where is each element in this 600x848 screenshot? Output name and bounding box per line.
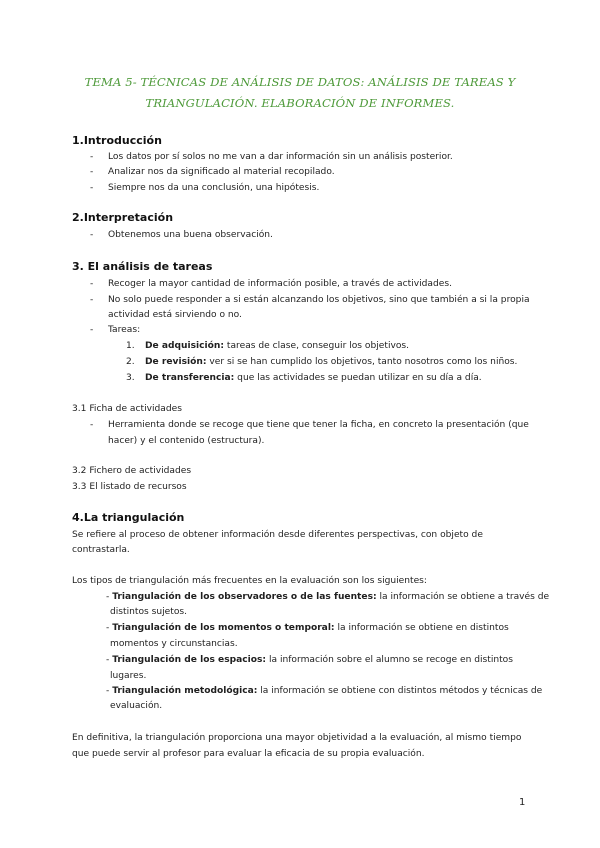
bullet-dash: - (90, 183, 94, 193)
heading-analisis-tareas: 3. El análisis de tareas (72, 260, 213, 273)
type-label: Triangulación metodológica: (112, 686, 258, 696)
type-text: la información sobre el alumno se recoge en distintos (266, 655, 513, 665)
task-text: que las actividades se puedan utilizar en su día a día. (234, 373, 482, 383)
paragraph-line: que puede servir al profesor para evaluar la eficacia de su propia evaluación. (72, 749, 425, 759)
paragraph-line: contrastarla. (72, 545, 130, 555)
type-label: Triangulación de los observadores o de las fuentes: (112, 592, 377, 602)
title-line-1: TEMA 5- TÉCNICAS DE ANÁLISIS DE DATOS: ANÁLISIS DE TAREAS Y (84, 75, 516, 89)
list-item: Obtenemos una buena observación. (108, 230, 273, 240)
triangulation-type-continuation: distintos sujetos. (110, 607, 188, 617)
task-text: ver si se han cumplido los objetivos, tanto nosotros como los niños. (206, 357, 518, 367)
triangulation-type: - Triangulación de los observadores o de las fuentes: la información se obtiene a través de (106, 592, 550, 602)
triangulation-type-continuation: lugares. (110, 671, 147, 681)
heading-introduccion: 1.Introducción (72, 134, 162, 147)
triangulation-type-continuation: evaluación. (110, 701, 163, 711)
list-item-continuation: hacer) y el contenido (estructura). (108, 436, 265, 446)
type-label: Triangulación de los momentos o temporal: (112, 623, 335, 633)
list-item: Analizar nos da significado al material recopilado. (108, 167, 335, 177)
bullet-dash: - (90, 167, 94, 177)
list-item: No solo puede responder a si están alcanzando los objetivos, sino que también a si la propia (108, 295, 530, 305)
type-text: la información se obtiene a través de (376, 592, 550, 602)
list-item-continuation: actividad está sirviendo o no. (108, 310, 242, 320)
task-label: De revisión: (145, 357, 207, 367)
task-number: 3. (126, 373, 135, 383)
bullet-dash: - (90, 325, 94, 335)
task-item (145, 371, 482, 387)
type-text: la información se obtiene con distintos métodos y técnicas de (257, 686, 543, 696)
heading-interpretacion: 2.Interpretación (72, 211, 174, 224)
task-label: De transferencia: (145, 373, 235, 383)
bullet-dash: - (90, 295, 94, 305)
paragraph-line: Se refiere al proceso de obtener información desde diferentes perspectivas, con objeto de (72, 530, 483, 540)
subheading-fichero: 3.2 Fichero de actividades (72, 466, 192, 476)
heading-triangulacion: 4.La triangulación (72, 511, 185, 524)
list-item: Siempre nos da una conclusión, una hipótesis. (108, 183, 320, 193)
bullet-dash: - (90, 420, 94, 430)
task-number: 2. (126, 357, 135, 367)
list-item: Tareas: (108, 325, 141, 335)
triangulation-type: - Triangulación de los espacios: la información sobre el alumno se recoge en distintos (106, 655, 513, 665)
triangulation-type: - Triangulación metodológica: la información se obtiene con distintos métodos y técnicas de (106, 686, 543, 696)
bullet-dash: - (90, 279, 94, 289)
paragraph-line: En definitiva, la triangulación proporciona una mayor objetividad a la evaluación, al mismo tiempo (72, 733, 522, 743)
type-label: Triangulación de los espacios: (112, 655, 267, 665)
paragraph-line: Los tipos de triangulación más frecuentes en la evaluación son los siguientes: (72, 576, 427, 586)
task-text: tareas de clase, conseguir los objetivos. (224, 341, 410, 351)
list-item: Herramienta donde se recoge que tiene que tener la ficha, en concreto la presentación (que (108, 420, 529, 430)
subheading-listado: 3.3 El listado de recursos (72, 482, 187, 492)
triangulation-type: - Triangulación de los momentos o temporal: la información se obtiene en distintos (106, 623, 509, 633)
task-number: 1. (126, 341, 135, 351)
title-line-2: TRIANGULACIÓN. ELABORACIÓN DE INFORMES. (145, 96, 455, 110)
subheading-ficha: 3.1 Ficha de actividades (72, 404, 182, 414)
list-item: Los datos por sí solos no me van a dar información sin un análisis posterior. (108, 152, 453, 162)
task-item (145, 339, 409, 355)
type-text: la información se obtiene en distintos (334, 623, 509, 633)
bullet-dash: - (90, 152, 94, 162)
document-title (60, 72, 540, 114)
list-item: Recoger la mayor cantidad de información posible, a través de actividades. (108, 279, 452, 289)
task-item (145, 355, 517, 371)
triangulation-type-continuation: momentos y circunstancias. (110, 639, 238, 649)
bullet-dash: - (90, 230, 94, 240)
page-number: 1 (519, 797, 526, 808)
task-label: De adquisición: (145, 341, 225, 351)
